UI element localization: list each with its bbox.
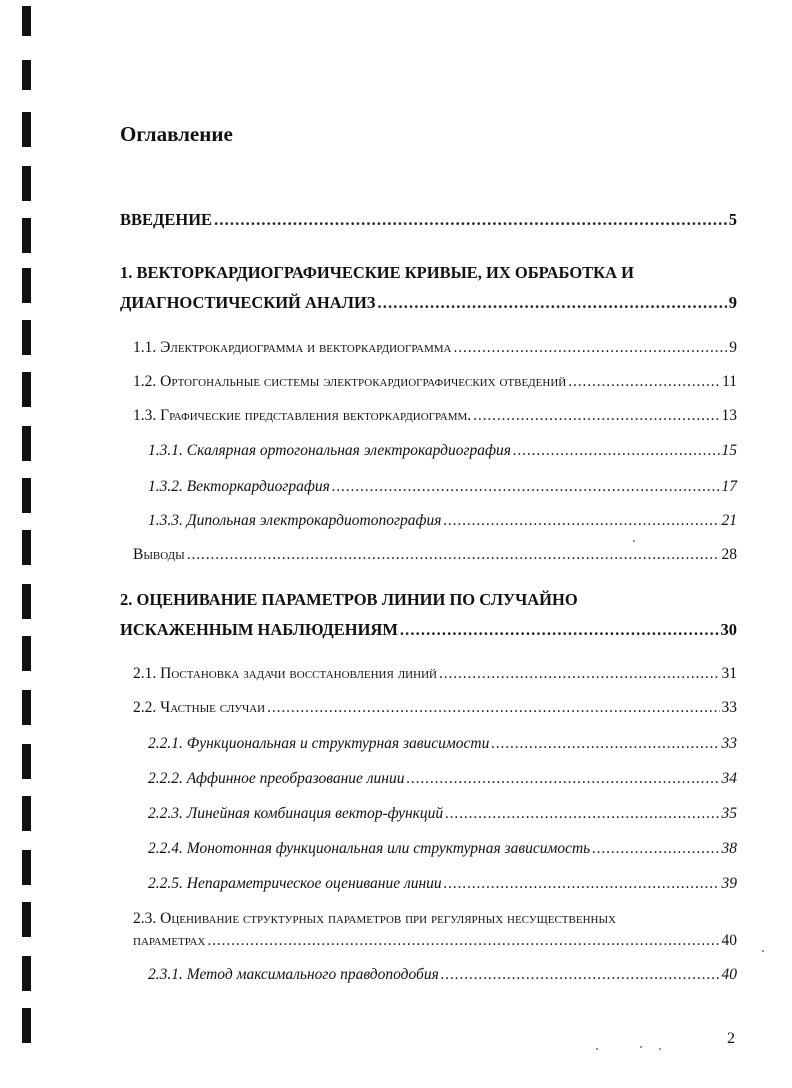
toc-entry-page: 40: [721, 966, 737, 983]
toc-entry-label: 2.1. Постановка задачи восстановления линий: [133, 665, 437, 682]
toc-leader-dots: [473, 407, 719, 425]
toc-entry-label: 2.2.2. Аффинное преобразование линии: [148, 770, 405, 787]
toc-leader-dots: [378, 293, 727, 313]
toc-leader-dots: [592, 840, 719, 858]
toc-leader-dots: [267, 699, 719, 717]
toc-leader-dots: [207, 932, 719, 950]
toc-entry-page: 33: [721, 699, 737, 716]
scan-speck: [633, 540, 635, 542]
toc-leader-dots: [453, 339, 727, 357]
toc-entry-conclusions-1[interactable]: [133, 546, 737, 564]
toc-entry-page: 40: [721, 932, 737, 949]
toc-entry-2-2-2[interactable]: [148, 770, 737, 788]
toc-entry-label: 1.2. Ортогональные системы электрокардиографических отведений: [133, 373, 567, 390]
toc-entry-page: 31: [721, 665, 737, 682]
toc-entry-chapter-1[interactable]: [120, 293, 737, 313]
toc-entry-label: 2.2.4. Монотонная функциональная или структурная зависимость: [148, 840, 591, 857]
toc-entry-1-3-2[interactable]: [148, 478, 737, 496]
toc-chapter-2-line1[interactable]: 2. ОЦЕНИВАНИЕ ПАРАМЕТРОВ ЛИНИИ ПО СЛУЧАЙНО: [120, 590, 578, 609]
toc-leader-dots: [187, 546, 720, 564]
toc-entry-1-3-1[interactable]: [148, 442, 737, 460]
toc-entry-label: ДИАГНОСТИЧЕСКИЙ АНАЛИЗ: [120, 293, 376, 312]
toc-entry-page: 33: [721, 735, 737, 752]
toc-entry-label: 2.3.1. Метод максимального правдоподобия: [148, 966, 439, 983]
page-title: Оглавление: [120, 122, 233, 146]
toc-entry-label: 1.3. Графические представления векторкардиограмм.: [133, 407, 472, 424]
toc-entry-2-3-line1[interactable]: 2.3. Оценивание структурных параметров при регулярных несущественных: [133, 910, 617, 927]
toc-entry-2-3-1[interactable]: [148, 966, 737, 984]
toc-entry-1-3[interactable]: [133, 407, 737, 425]
toc-entry-page: 15: [721, 442, 737, 459]
toc-entry-page: 9: [729, 339, 737, 356]
toc-leader-dots: [407, 770, 720, 788]
toc-entry-2-2-4[interactable]: [148, 840, 737, 858]
toc-leader-dots: [439, 665, 720, 683]
page-number: 2: [727, 1030, 735, 1047]
toc-leader-dots: [513, 442, 720, 460]
toc-entry-label: ИСКАЖЕННЫМ НАБЛЮДЕНИЯМ: [120, 620, 398, 639]
toc-entry-label: 1.3.2. Векторкардиография: [148, 478, 330, 495]
toc-entry-label: ВВЕДЕНИЕ: [120, 210, 213, 229]
toc-entry-2-2-3[interactable]: [148, 805, 737, 823]
scan-speck: [640, 1046, 642, 1048]
toc-entry-label: 2.2.1. Функциональная и структурная зависимости: [148, 735, 490, 752]
toc-entry-label: 2.2.5. Непараметрическое оценивание линии: [148, 875, 442, 892]
toc-entry-page: 9: [728, 293, 737, 312]
toc-entry-page: 39: [721, 875, 737, 892]
toc-chapter-1-line1[interactable]: 1. ВЕКТОРКАРДИОГРАФИЧЕСКИЕ КРИВЫЕ, ИХ ОБРАБОТКА И: [120, 263, 635, 282]
toc-entry-label: 1.3.1. Скалярная ортогональная электрокардиография: [148, 442, 511, 459]
toc-leader-dots: [441, 966, 720, 984]
toc-entry-introduction[interactable]: [120, 210, 737, 230]
scan-speck: [762, 950, 764, 952]
toc-leader-dots: [445, 805, 719, 823]
toc-entry-label: 1.1. Электрокардиограмма и векторкардиограмма: [133, 339, 452, 356]
toc-leader-dots: [568, 373, 720, 391]
toc-entry-page: 28: [721, 546, 737, 563]
toc-entry-page: 5: [728, 210, 737, 229]
toc-entry-page: 34: [721, 770, 737, 787]
toc-entry-page: 35: [721, 805, 737, 822]
toc-leader-dots: [214, 210, 727, 230]
toc-entry-page: 17: [721, 478, 737, 495]
scan-speck: [659, 1048, 661, 1050]
toc-entry-2-3[interactable]: [133, 932, 737, 950]
toc-entry-2-2[interactable]: [133, 699, 737, 717]
toc-entry-page: 38: [721, 840, 737, 857]
toc-leader-dots: [491, 735, 719, 753]
scan-speck: [596, 1048, 598, 1050]
toc-leader-dots: [332, 478, 720, 496]
toc-entry-1-2[interactable]: [133, 373, 737, 391]
toc-entry-2-2-5[interactable]: [148, 875, 737, 893]
toc-leader-dots: [400, 620, 719, 640]
toc-entry-page: 30: [720, 620, 737, 639]
toc-entry-label: Выводы: [133, 546, 185, 563]
toc-entry-label: параметрах: [133, 932, 206, 949]
toc-leader-dots: [444, 875, 720, 893]
toc-entry-label: 2.2.3. Линейная комбинация вектор-функций: [148, 805, 444, 822]
toc-entry-2-2-1[interactable]: [148, 735, 737, 753]
toc-entry-page: 13: [721, 407, 737, 424]
toc-entry-2-1[interactable]: [133, 665, 737, 683]
toc-entry-1-3-3[interactable]: [148, 512, 737, 530]
toc-entry-1-1[interactable]: [133, 339, 737, 357]
toc-entry-page: 11: [722, 373, 737, 390]
toc-entry-page: 21: [721, 512, 737, 529]
toc-entry-label: 1.3.3. Дипольная электрокардиотопография: [148, 512, 442, 529]
toc-entry-label: 2.2. Частные случаи: [133, 699, 266, 716]
toc-leader-dots: [443, 512, 719, 530]
toc-entry-chapter-2[interactable]: [120, 620, 737, 640]
